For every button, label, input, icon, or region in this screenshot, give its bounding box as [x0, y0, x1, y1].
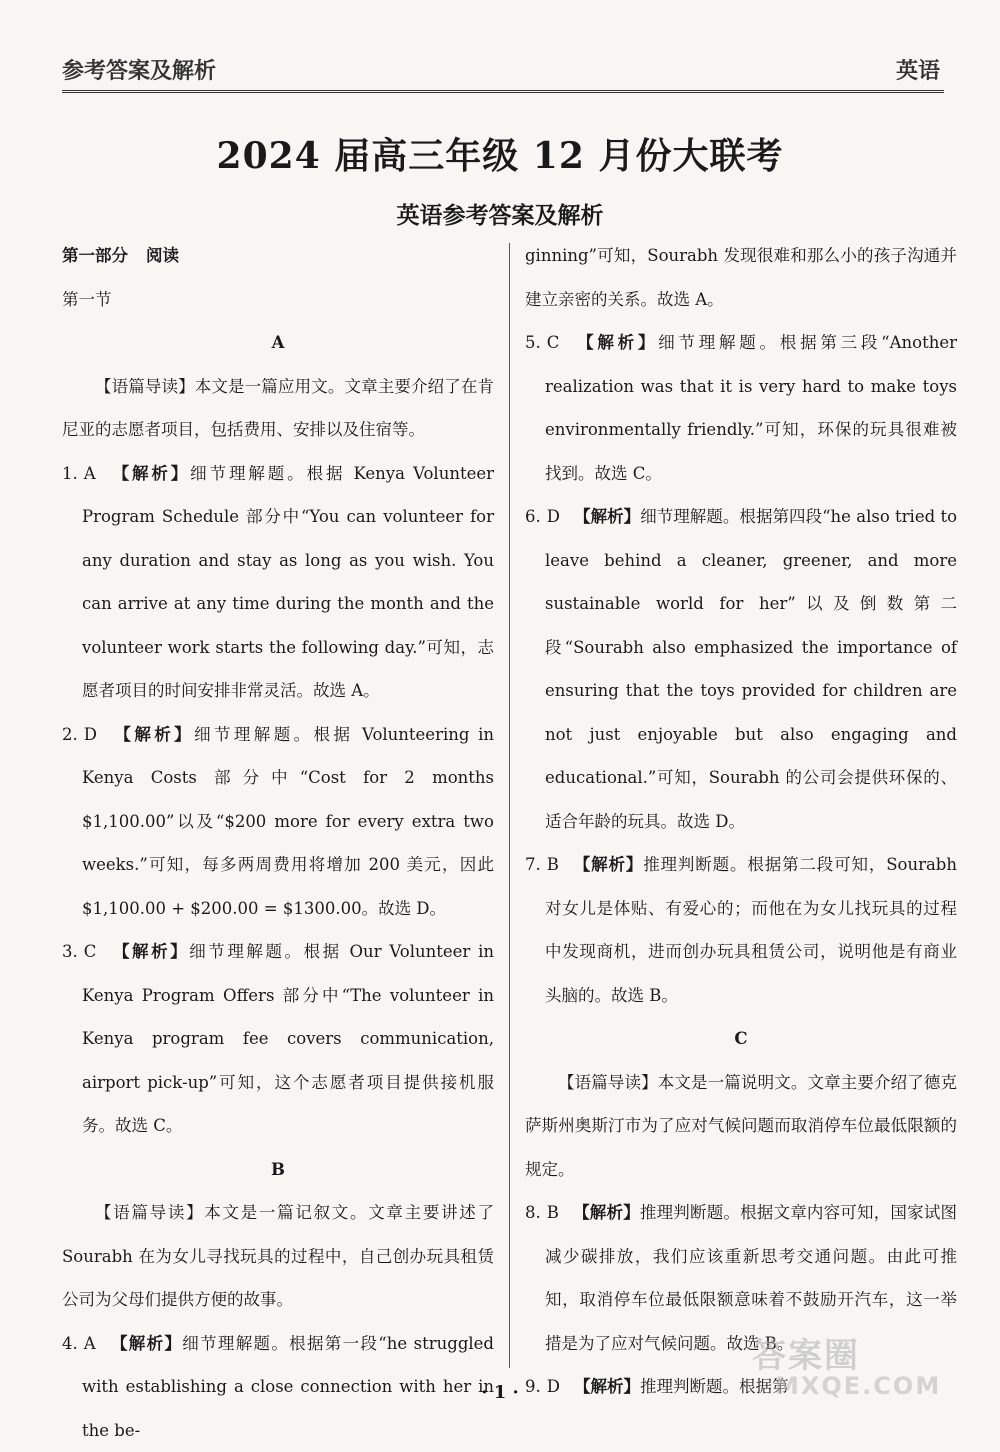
- page-subtitle: 英语参考答案及解析: [0, 197, 1000, 230]
- answer-2: 2. D 【解析】细节理解题。根据 Volunteering in Kenya Costs 部分中“Cost for 2 months $1,100.00”以及“$200 more for every extra two weeks.”可知，每多两周费用将增加 200 美元，因此 $1,100.00 + $200.00 = $1300.00。故选 D。: [62, 713, 494, 931]
- watermark-url: MXQE.COM: [775, 1372, 941, 1400]
- passage-c-intro: 【语篇导读】本文是一篇说明文。文章主要介绍了德克萨斯州奥斯汀市为了应对气候问题而取消停车位最低限额的规定。: [525, 1061, 957, 1192]
- answer-4-continued: ginning”可知，Sourabh 发现很难和那么小的孩子沟通并建立亲密的关系。故选 A。: [525, 234, 957, 321]
- passage-c-heading: C: [525, 1017, 957, 1061]
- part-heading: [62, 234, 494, 278]
- answer-6: 6. D 【解析】细节理解题。根据第四段“he also tried to leave behind a cleaner, greener, and more sustainable world for her”以及倒数第二段“Sourabh also emphasized the importance of ensuring that the toys provided for children are not just enjoyable but also engaging and educational.”可知，Sourabh 的公司会提供环保的、适合年龄的玩具。故选 D。: [525, 495, 957, 843]
- page-header: [62, 50, 944, 93]
- answer-4: 4. A 【解析】细节理解题。根据第一段“he struggled with establishing a close connection with her in the be-: [62, 1322, 494, 1452]
- answer-9: 9. D 【解析】推理判断题。根据第: [525, 1365, 957, 1409]
- passage-b-intro: 【语篇导读】本文是一篇记叙文。文章主要讲述了 Sourabh 在为女儿寻找玩具的过程中，自己创办玩具租赁公司为父母们提供方便的故事。: [62, 1191, 494, 1322]
- answer-8: 8. B 【解析】推理判断题。根据文章内容可知，国家试图减少碳排放，我们应该重新思考交通问题。由此可推知，取消停车位最低限额意味着不鼓励开汽车，这一举措是为了应对气候问题。故选 B。: [525, 1191, 957, 1365]
- left-column: [62, 234, 494, 1452]
- right-column: [525, 234, 957, 1409]
- passage-a-heading: A: [62, 321, 494, 365]
- column-divider: [509, 243, 510, 1368]
- passage-a-intro: 【语篇导读】本文是一篇应用文。文章主要介绍了在肯尼亚的志愿者项目，包括费用、安排以及住宿等。: [62, 365, 494, 452]
- header-left: 参考答案及解析: [62, 54, 216, 85]
- part-name: 阅读: [146, 246, 179, 265]
- section-heading: 第一节: [62, 278, 494, 322]
- answer-1: 1. A 【解析】细节理解题。根据 Kenya Volunteer Program Schedule 部分中“You can volunteer for any duration and stay as long as you wish. You can arrive at any time during the month and the volunteer work starts the following day.”可知，志愿者项目的时间安排非常灵活。故选 A。: [62, 452, 494, 713]
- answer-5: 5. C 【解析】细节理解题。根据第三段“Another realization was that it is very hard to make toys environmentally friendly.”可知，环保的玩具很难被找到。故选 C。: [525, 321, 957, 495]
- watermark-logo: [747, 1328, 982, 1403]
- passage-b-heading: B: [62, 1148, 494, 1192]
- header-subject: 英语: [896, 54, 940, 85]
- part-label: 第一部分: [62, 246, 128, 265]
- page-number: · 1 ·: [0, 1382, 1000, 1403]
- page-title: 2024 届高三年级 12 月份大联考: [0, 128, 1000, 179]
- watermark-text: 答案圈: [752, 1328, 860, 1377]
- answer-7: 7. B 【解析】推理判断题。根据第二段可知，Sourabh 对女儿是体贴、有爱心的；而他在为女儿找玩具的过程中发现商机，进而创办玩具租赁公司，说明他是有商业头脑的。故选 B。: [525, 843, 957, 1017]
- answer-3: 3. C 【解析】细节理解题。根据 Our Volunteer in Kenya Program Offers 部分中“The volunteer in Kenya program fee covers communication, airport pick-up”可知，这个志愿者项目提供接机服务。故选 C。: [62, 930, 494, 1148]
